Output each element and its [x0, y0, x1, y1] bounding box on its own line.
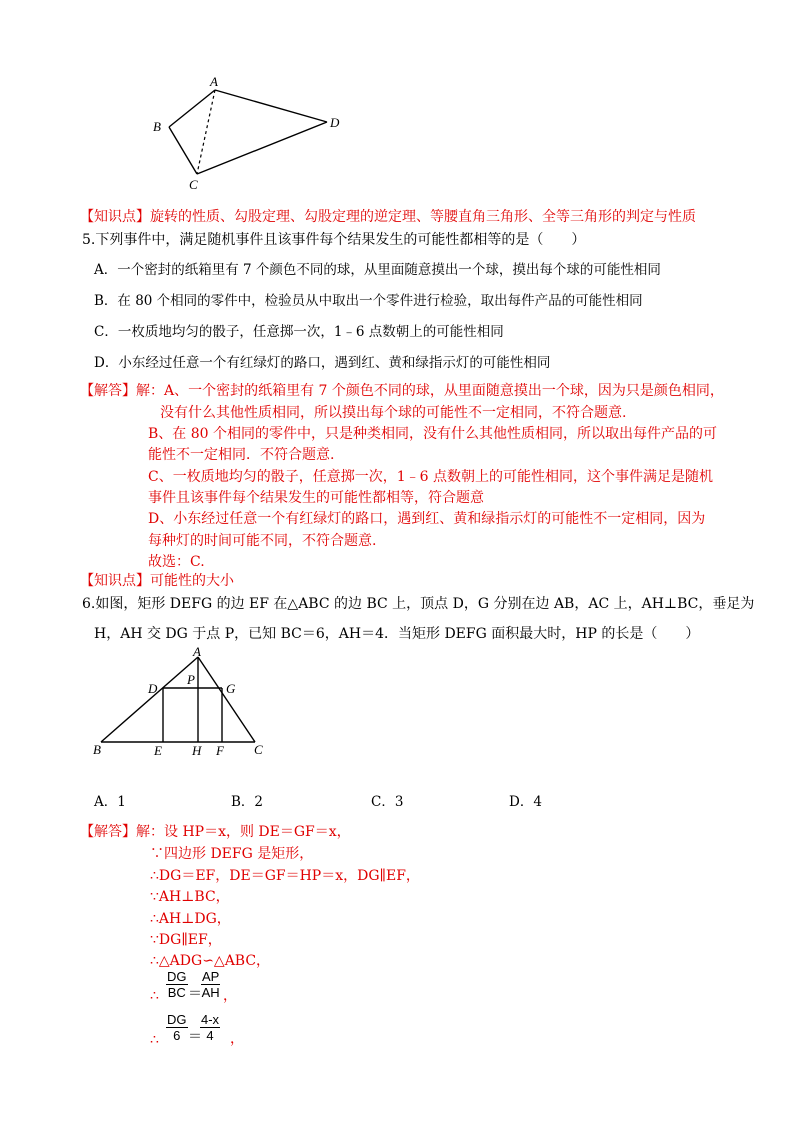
q6-answer-line-6: ∴△ADG∽△ABC， [150, 953, 271, 969]
q5-option-b: B．在 80 个相同的零件中，检验员从中取出一个零件进行检验，取出每件产品的可能性相同 [94, 293, 643, 309]
label-a: A [193, 644, 201, 659]
label-h: H [192, 743, 202, 758]
fraction-dg-6: $\frac{DG}{6}$ [167, 1012, 187, 1043]
comma-2: ， [230, 1031, 244, 1047]
q5-answer-line-1: 没有什么其他性质相同，所以摸出每个球的可能性不一定相同，不符合题意. [160, 405, 627, 421]
q5-option-a: A．一个密封的纸箱里有 7 个颜色不同的球，从里面随意摸出一个球，摸出每个球的可能性相同 [94, 262, 661, 278]
q6-option-a: A．1 [94, 794, 126, 810]
label-c: C [189, 177, 198, 192]
fraction-ap-ah: $\frac{AP}{AH}$ [201, 969, 220, 1000]
label-a: A [210, 74, 218, 89]
kp-tag: 【知识点】 [80, 209, 150, 225]
q5-answer-line-5: 事件且该事件每个结果发生的可能性都相等，符合题意 [148, 490, 484, 506]
knowledge-point-1 [80, 206, 696, 226]
q6-answer-line-2: ∴DG＝EF，DE＝GF＝HP＝x，DG∥EF， [150, 868, 420, 884]
figure-triangle-rectangle [88, 640, 278, 765]
q5-answer-line-0: 【解答】解：A、一个密封的纸箱里有 7 个颜色不同的球，从里面随意摸出一个球，因为只是颜色相同， [80, 383, 724, 399]
label-e: E [154, 743, 162, 758]
q5-answer-line-2: B、在 80 个相同的零件中，只是种类相同，没有什么其他性质相同，所以取出每件产品的可 [148, 426, 718, 442]
q6-answer-line-3: ∵AH⊥BC， [150, 889, 230, 905]
q6-option-c: C．3 [371, 794, 404, 810]
q5-answer-line-7: 每种灯的时间可能不同，不符合题意. [148, 533, 377, 549]
label-d: D [330, 115, 340, 130]
q5-answer-line-3: 能性不一定相同．不符合题意. [148, 447, 335, 463]
label-c: C [254, 742, 263, 757]
q5-stem: 5.下列事件中，满足随机事件且该事件每个结果发生的可能性都相等的是（ ） [82, 232, 586, 248]
q5-answer-line-6: D、小东经过任意一个有红绿灯的路口，遇到红、黄和绿指示灯的可能性不一定相同，因为 [148, 511, 706, 527]
answer-tag: 【解答】 [80, 383, 136, 399]
kp-tag: 【知识点】 [80, 573, 150, 589]
q5-answer-line-4: C、一枚质地均匀的骰子，任意掷一次，1﹣6 点数朝上的可能性相同，这个事件满足是随机 [148, 469, 713, 485]
q5-answer-line-8: 故选：C. [148, 554, 205, 570]
q6-answer-line-1: ∵四边形 DEFG 是矩形， [150, 846, 314, 862]
comma-1: ， [223, 988, 237, 1004]
label-p: P [187, 672, 195, 687]
label-d: D [148, 681, 158, 696]
q6-option-b: B．2 [231, 794, 264, 810]
q6-stem-line-1: 6.如图，矩形 DEFG 的边 EF 在△ABC 的边 BC 上，顶点 D，G 分别在边 AB，AC 上，AH⊥BC，垂足为 [82, 596, 755, 612]
q6-answer-line-0: 【解答】解：设 HP＝x，则 DE＝GF＝x， [80, 824, 351, 840]
q5-option-d: D．小东经过任意一个有红绿灯的路口，遇到红、黄和绿指示灯的可能性相同 [94, 355, 551, 371]
label-f: F [216, 743, 224, 758]
q6-option-d: D．4 [509, 794, 542, 810]
label-b: B [153, 119, 161, 134]
label-b: B [93, 742, 101, 757]
q5-option-c: C．一枚质地均匀的骰子，任意掷一次，1﹣6 点数朝上的可能性相同 [94, 324, 504, 340]
equals-sign-2: ＝ [188, 1029, 202, 1045]
answer-tag: 【解答】 [80, 824, 136, 840]
therefore-symbol-2: ∴ [150, 1032, 159, 1048]
q6-stem-line-2: H，AH 交 DG 于点 P，已知 BC＝6，AH＝4．当矩形 DEFG 面积最大时，HP 的长是（ ） [94, 626, 700, 642]
knowledge-point-2 [80, 570, 234, 590]
q6-answer-line-5: ∵DG∥EF， [150, 932, 222, 948]
figure-abcd [140, 70, 360, 200]
q6-answer-line-4: ∴AH⊥DG， [150, 911, 231, 927]
fraction-4-minus-x: $\frac{4-x}{4}$ [201, 1012, 220, 1043]
kp-text: 可能性的大小 [150, 573, 234, 589]
kp-text: 旋转的性质、勾股定理、勾股定理的逆定理、等腰直角三角形、全等三角形的判定与性质 [150, 209, 696, 225]
label-g: G [226, 681, 236, 696]
therefore-symbol-1: ∴ [150, 988, 159, 1004]
equals-sign-1: ＝ [188, 986, 202, 1002]
fraction-dg-bc: $\frac{DG}{BC}$ [167, 969, 187, 1000]
